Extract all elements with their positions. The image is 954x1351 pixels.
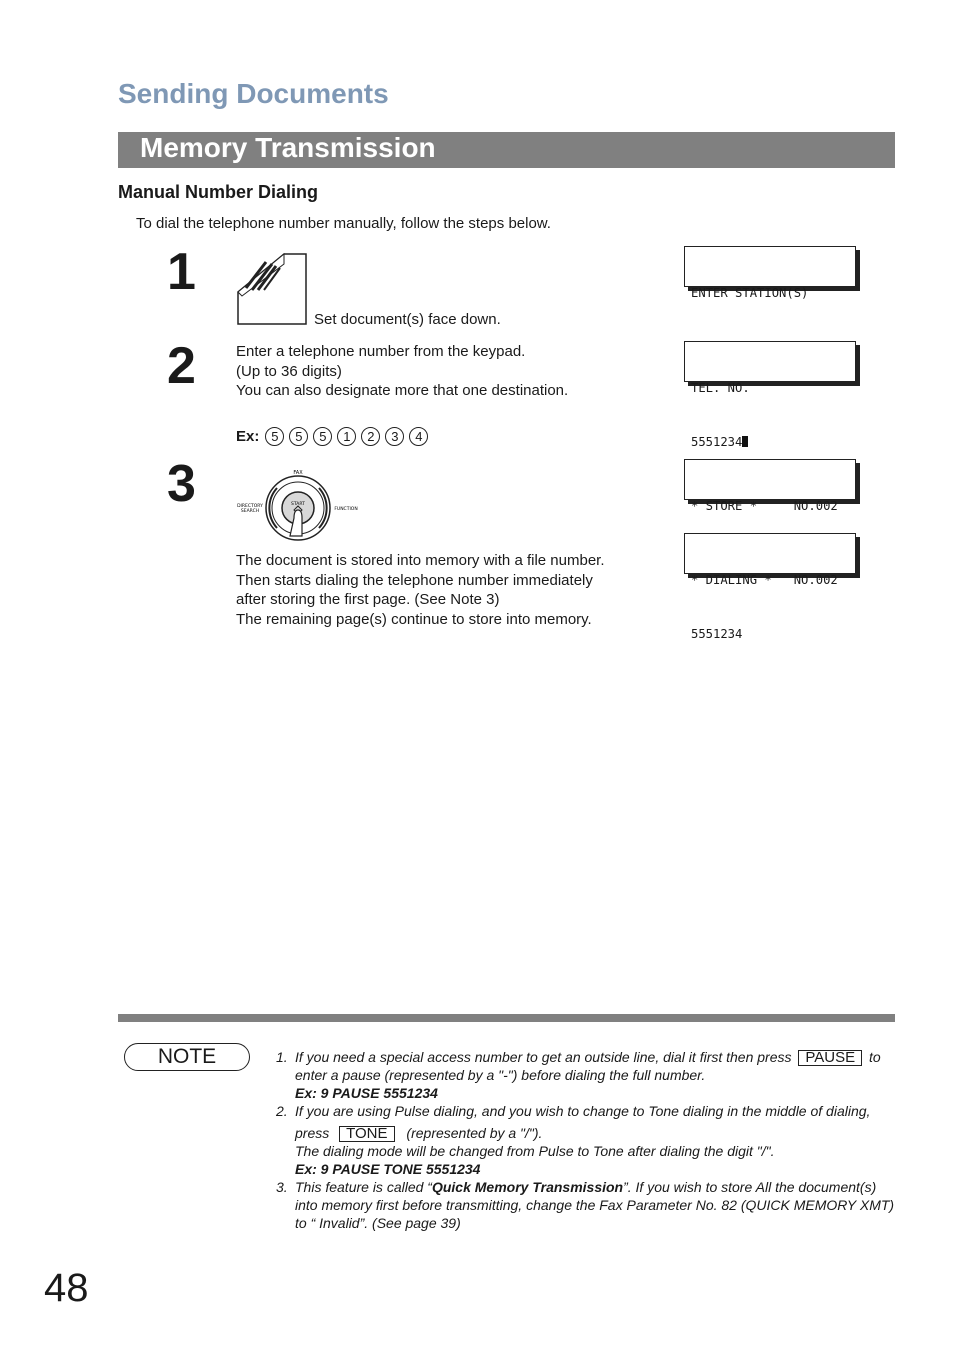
- note-example: Ex: 9 PAUSE TONE 5551234: [295, 1161, 481, 1177]
- step-3-number: 3: [167, 455, 196, 513]
- step-2-line: Enter a telephone number from the keypad.: [236, 343, 526, 360]
- document-facedown-icon: [236, 252, 310, 326]
- note-label: NOTE: [124, 1043, 250, 1071]
- note-item-3: [276, 1178, 896, 1232]
- search-key-label: SEARCH: [240, 509, 260, 514]
- keypad-key: 5: [313, 427, 332, 446]
- step-1-text: Set document(s) face down.: [314, 311, 501, 328]
- keypad-key: 1: [337, 427, 356, 446]
- intro-text: To dial the telephone number manually, follow the steps below.: [136, 215, 551, 232]
- step-3-line: after storing the first page. (See Note 3): [236, 591, 500, 608]
- note-text: If you need a special access number to get an outside line, dial it first then press: [295, 1049, 792, 1065]
- note-number: 2.: [276, 1103, 288, 1119]
- page-number: 48: [44, 1266, 89, 1310]
- directory-key-label: DIRECTORY: [237, 504, 263, 509]
- keypad-key: 4: [409, 427, 428, 446]
- step-2-text: [236, 342, 568, 401]
- page-title: Memory Transmission: [140, 132, 436, 163]
- note-item-2: [276, 1102, 896, 1178]
- fax-key-label: FAX: [293, 470, 303, 476]
- dial-example: [236, 427, 433, 446]
- notes-list: [276, 1048, 896, 1232]
- note-text: This feature is called “: [295, 1179, 432, 1195]
- lcd-display-step-3-dialing: [684, 533, 856, 641]
- step-3-line: Then starts dialing the telephone number immediately: [236, 571, 593, 589]
- keypad-key: 5: [265, 427, 284, 446]
- section-divider: [118, 1014, 895, 1022]
- step-2-line: (Up to 36 digits): [236, 362, 342, 380]
- cursor-icon: [742, 436, 748, 447]
- lcd-line: 5551234: [691, 627, 743, 641]
- lcd-line: ENTER STATION(S): [691, 286, 809, 300]
- page-title-bar: [118, 132, 895, 168]
- lcd-line: * DIALING * NO.002: [691, 573, 838, 587]
- lcd-line: TEL. NO.: [691, 381, 750, 395]
- note-text: press: [295, 1125, 330, 1141]
- note-emphasis: Quick Memory Transmission: [431, 1179, 624, 1195]
- pause-key: PAUSE: [798, 1050, 862, 1066]
- note-item-1: [276, 1048, 896, 1102]
- note-text: If you are using Pulse dialing, and you wish to change to Tone dialing in the middle of dialing,: [295, 1103, 871, 1119]
- note-text: ”. If you wish to store All the document(s) into memory first before transmitting, change the Fax Parameter No. 82 (QUICK MEMORY XMT) to “ Invalid”. (See page 39): [295, 1179, 895, 1231]
- keypad-key: 5: [289, 427, 308, 446]
- lcd-line: [691, 433, 855, 451]
- lcd-display-step-3-store: [684, 459, 856, 513]
- start-key-icon: [236, 466, 360, 548]
- note-text: The dialing mode will be changed from Pulse to Tone after dialing the digit "/".: [295, 1143, 775, 1159]
- note-text: to enter a pause (represented by a "-") before dialing the full number.: [295, 1049, 881, 1083]
- subheading: Manual Number Dialing: [118, 182, 319, 202]
- step-3-line: The document is stored into memory with a file number.: [236, 552, 605, 569]
- lcd-display-step-1: [684, 246, 856, 300]
- start-key-label: START: [291, 502, 305, 507]
- lcd-display-step-2: [684, 341, 856, 449]
- tone-key: TONE: [339, 1126, 394, 1142]
- step-1-number: 1: [167, 243, 196, 301]
- step-3-line: The remaining page(s) continue to store into memory.: [236, 610, 592, 628]
- note-line: [295, 1124, 896, 1142]
- keypad-key: 3: [385, 427, 404, 446]
- note-example: Ex: 9 PAUSE 5551234: [295, 1085, 438, 1101]
- function-key-label: FUNCTION: [334, 507, 358, 512]
- keypad-key: 2: [361, 427, 380, 446]
- note-text: (represented by a "/").: [406, 1125, 543, 1141]
- lcd-value: 5551234: [691, 435, 743, 449]
- note-number: 1.: [276, 1049, 288, 1065]
- lcd-line: * STORE * NO.002: [691, 499, 838, 513]
- note-number: 3.: [276, 1179, 288, 1195]
- step-2-number: 2: [167, 337, 196, 395]
- example-label: Ex:: [236, 428, 260, 445]
- step-3-text: [236, 551, 605, 629]
- step-2-line: You can also designate more that one destination.: [236, 382, 569, 399]
- section-title: Sending Documents: [118, 78, 389, 109]
